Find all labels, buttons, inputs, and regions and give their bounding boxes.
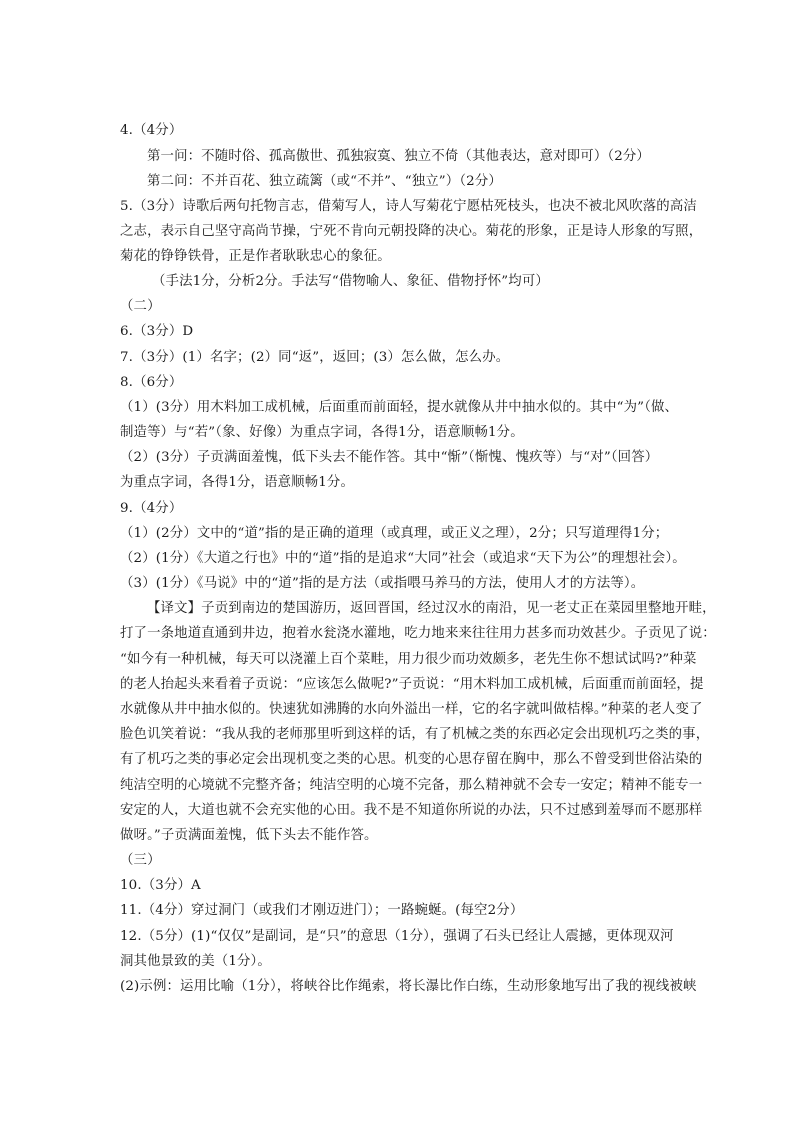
text-line: 第二问：不并百花、独立疏篱（或“不并”、“独立”）（2分） bbox=[147, 174, 502, 189]
text-line: 7.（3分）(1）名字；(2）同“返”，返回；(3）怎么做，怎么办。 bbox=[120, 350, 510, 365]
text-line: 的老人抬起头来看着子贡说：“应该怎么做呢?”子贡说：“用木料加工成机械，后面重而前面轻，提 bbox=[120, 677, 704, 692]
text-line: 安定的人，大道也就不会充实他的心田。我不是不知道你所说的办法，只不过感到羞辱而不愿那样 bbox=[120, 803, 703, 818]
text-line: （2）(3分）子贡满面羞愧，低下头去不能作答。其中“惭”（惭愧、愧疚等）与“对”（回答） bbox=[120, 450, 659, 465]
text-line: 11.（4分）穿过洞门（或我们才刚迈进门）；一路蜿蜒。(每空2分） bbox=[120, 903, 524, 918]
text-line: 之志，表示自己坚守高尚节操，宁死不肯向元朝投降的决心。菊花的形象，正是诗人形象的写照， bbox=[120, 224, 703, 239]
text-line: 第一问：不随时俗、孤高傲世、孤独寂寞、独立不倚（其他表达，意对即可）（2分） bbox=[147, 149, 650, 164]
text-line: 脸色讥笑着说：“我从我的老师那里听到这样的话，有了机械之类的东西必定会出现机巧之类的事， bbox=[120, 727, 710, 742]
text-line: 纯洁空明的心境就不完整齐备；纯洁空明的心境不完备，那么精神就不会专一安定；精神不能专一 bbox=[120, 778, 703, 793]
text-line: 水就像从井中抽水似的。快速犹如沸腾的水向外溢出一样，它的名字就叫做桔槔。”种菜的老人变了 bbox=[120, 702, 703, 717]
text-line: (2)示例：运用比喻（1分），将峡谷比作绳索，将长瀑比作白练，生动形象地写出了我的视线被峡 bbox=[120, 979, 697, 994]
text-line: 4.（4分） bbox=[120, 123, 183, 138]
text-line: 打了一条地道直通到井边，抱着水瓮浇水灌地，吃力地来来往往用力甚多而功效甚少。子贡见了说： bbox=[120, 626, 716, 641]
text-line: 菊花的铮铮铁骨，正是作者耿耿忠心的象征。 bbox=[120, 249, 391, 264]
text-line: （手法1分，分析2分。手法写“借物喻人、象征、借物抒怀”均可） bbox=[152, 274, 549, 289]
text-line: 10.（3分）A bbox=[120, 878, 201, 893]
section-heading: （二） bbox=[120, 299, 161, 314]
text-line: 有了机巧之类的事必定会出现机变之类的心思。机变的心思存留在胸中，那么不曾受到世俗沾染的 bbox=[120, 752, 703, 767]
text-line: （2）(1分）《大道之行也》中的“道”指的是追求“大同”社会（或追求“天下为公”的理想社会）。 bbox=[120, 551, 686, 566]
text-line: 【译文】子贡到南边的楚国游历，返回晋国，经过汉水的南沿，见一老丈正在菜园里整地开畦， bbox=[147, 601, 716, 616]
text-line: 洞其他景致的美（1分）。 bbox=[120, 954, 271, 969]
text-line: （1）(2分）文中的“道”指的是正确的道理（或真理，或正义之理），2分；只写道理得1分； bbox=[120, 526, 669, 541]
text-line: 9.（4分） bbox=[120, 501, 183, 516]
text-line: （1）(3分）用木料加工成机械，后面重而前面轻，提水就像从井中抽水似的。其中“为”（做、 bbox=[120, 400, 679, 415]
text-line: “如今有一种机械，每天可以浇灌上百个菜畦，用力很少而功效颇多，老先生你不想试试吗?”种菜 bbox=[120, 652, 697, 667]
text-line: 制造等）与“若”（象、好像）为重点字词，各得1分，语意顺畅1分。 bbox=[120, 425, 524, 440]
text-line: 做呀。”子贡满面羞愧，低下头去不能作答。 bbox=[120, 828, 378, 843]
text-line: 8.（6分） bbox=[120, 375, 183, 390]
text-line: 12.（5分）(1)“仅仅”是副词，是“只”的意思（1分），强调了石头已经让人震撼，更体现双河 bbox=[120, 929, 674, 944]
text-line: 6.（3分）D bbox=[120, 324, 194, 339]
text-line: 为重点字词，各得1分，语意顺畅1分。 bbox=[120, 475, 354, 490]
text-line: （3）(1分）《马说》中的“道”指的是方法（或指喂马养马的方法，使用人才的方法等）。 bbox=[120, 576, 645, 591]
text-line: 5.（3分）诗歌后两句托物言志，借菊写人，诗人写菊花宁愿枯死枝头，也决不被北风吹落的高洁 bbox=[120, 199, 697, 214]
section-heading: （三） bbox=[120, 853, 161, 868]
